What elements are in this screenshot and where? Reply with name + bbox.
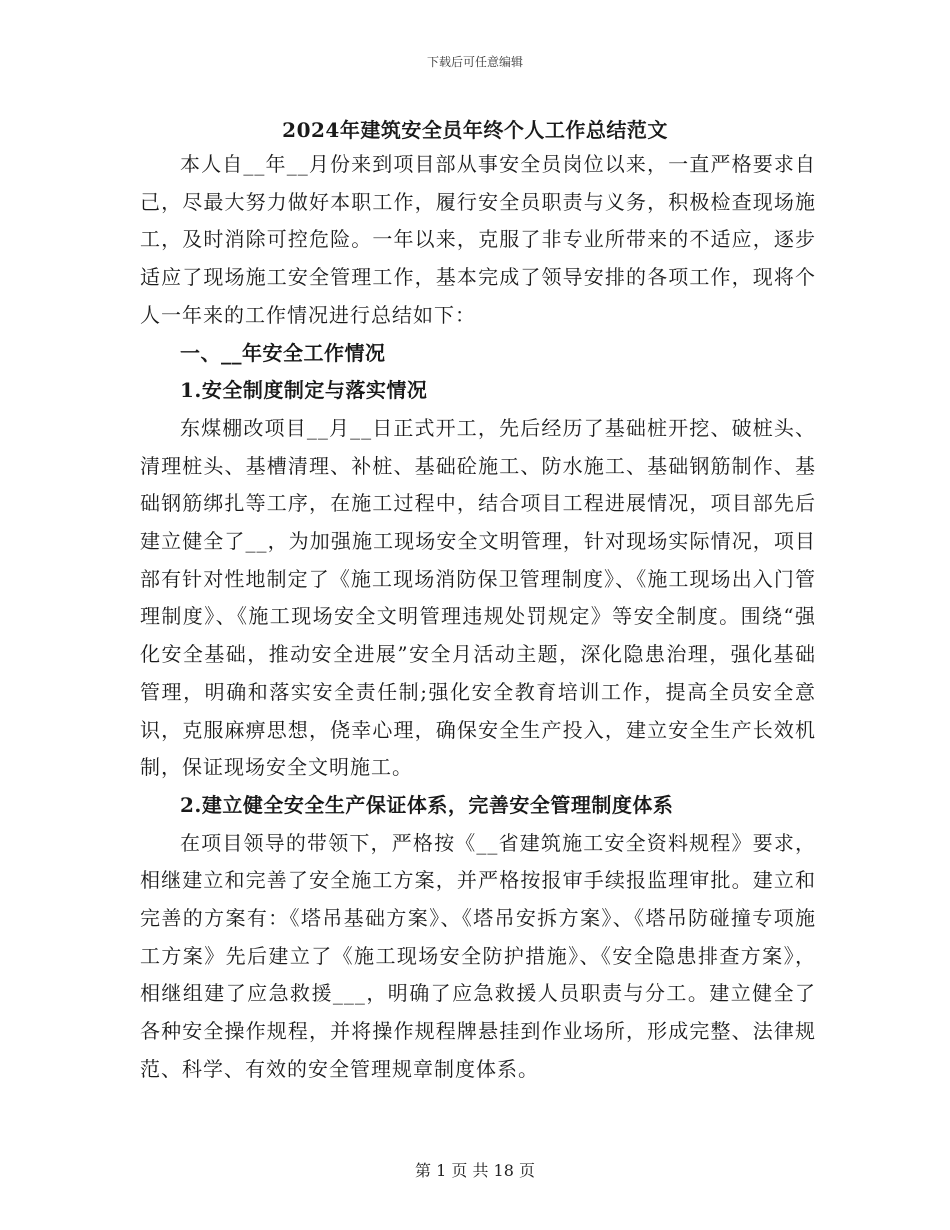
subsection-paragraph-1: 东煤棚改项目__月__日正式开工，先后经历了基础桩开挖、破桩头、清理桩头、基槽清理、补桩、基础砼施工、防水施工、基础钢筋制作、基础钢筋绑扎等工序，在施工过程中，结合项目工程进展情况，项目部先后建立健全了__，为加强施工现场安全文明管理，针对现场实际情况，项目部有针对性地制定了《施工现场消防保卫管理制度》、《施工现场出入门管理制度》、《施工现场安全文明管理违规处罚规定》等安全制度。围绕“强化安全基础，推动安全进展”安全月活动主题，深化隐患治理，强化基础管理，明确和落实安全责任制;强化安全教育培训工作，提高全员安全意识，克服麻痹思想，侥幸心理，确保安全生产投入，建立安全生产长效机制，保证现场安全文明施工。 — [140, 415, 816, 780]
page-footer: 第 1 页 共 18 页 — [415, 1161, 535, 1180]
intro-paragraph: 本人自__年__月份来到项目部从事安全员岗位以来，一直严格要求自己，尽最大努力做好本职工作，履行安全员职责与义务，积极检查现场施工，及时消除可控危险。一年以来，克服了非专业所带来的不适应，逐步适应了现场施工安全管理工作，基本完成了领导安排的各项工作，现将个人一年来的工作情况进行总结如下： — [140, 152, 816, 327]
subsection-heading-2: 2.建立健全安全生产保证体系，完善安全管理制度体系 — [180, 792, 674, 817]
subsection-heading-1: 1.安全制度制定与落实情况 — [180, 378, 428, 403]
document-body — [140, 146, 816, 1089]
document-title: 2024年建筑安全员年终个人工作总结范文 — [282, 118, 668, 142]
subsection-paragraph-2: 在项目领导的带领下，严格按《__省建筑施工安全资料规程》要求，相继建立和完善了安全施工方案，并严格按报审手续报监理审批。建立和完善的方案有：《塔吊基础方案》、《塔吊安拆方案》、《塔吊防碰撞专项施工方案》先后建立了《施工现场安全防护措施》、《安全隐患排查方案》，相继组建了应急救援___，明确了应急救援人员职责与分工。建立健全了各种安全操作规程，并将操作规程牌悬挂到作业场所，形成完整、法律规范、科学、有效的安全管理规章制度体系。 — [140, 830, 816, 1081]
header-note: 下载后可任意编辑 — [426, 55, 523, 69]
section-heading: 一、__年安全工作情况 — [180, 340, 386, 365]
